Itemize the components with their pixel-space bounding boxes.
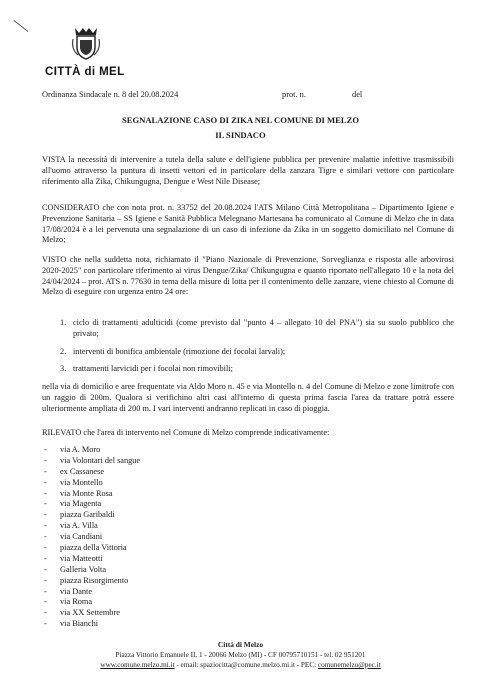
street-name: piazza Risorgimento: [60, 575, 129, 585]
list-item: - piazza Garibaldi: [44, 510, 115, 520]
street-name: via A. Moro: [60, 445, 101, 454]
list-item: - via Candiani: [44, 532, 103, 542]
list-item: - via Dante: [44, 586, 93, 596]
item-text: interventi di bonifica ambientale (rimozione dei focolai larvali);: [73, 347, 286, 356]
street-name: via Montello: [60, 477, 103, 487]
street-name: piazza della Vittoria: [60, 543, 127, 553]
list-item: - ex Cassanese: [44, 466, 105, 476]
street-list: [44, 445, 140, 630]
item-number: 3.: [60, 364, 67, 373]
item-text: ciclo di trattamenti adulticidi (come previsto dal "punto 4 – allegato 10 del PNA") sia su suolo pubblico che privato;: [73, 318, 454, 338]
street-name: via Matteotti: [60, 553, 103, 563]
paragraph-nella: nella via di domicilio e aree frequentate via Aldo Moro n. 45 e via Montello n. 4 del Comune di Melzo e zone limitrofe con un raggio di 200m. Qualora si verifichino altri casi all'interno di questa prima fascia l'area da trattare potrà essere ulteriormente ampliata di 200 m. I vari interventi andranno replicati in caso di pioggia.: [42, 382, 454, 413]
city-crest-icon: [69, 25, 103, 61]
list-item: - via Montello: [44, 477, 103, 487]
city-name: CITTÀ di MEL: [45, 66, 125, 78]
item-number: 1.: [60, 318, 67, 327]
list-item: - piazza della Vittoria: [44, 543, 127, 553]
email-text: - email: spaziocitta@comune.melzo.mi.it - PEC:: [174, 661, 318, 669]
mayor-heading: IL SINDACO: [215, 130, 266, 140]
street-name: via Roma: [60, 597, 93, 607]
del-label: del: [352, 90, 363, 99]
website-link[interactable]: www.comune.melzo.mi.it: [100, 661, 175, 669]
footer-contacts: [0, 661, 481, 669]
ordinance-reference: Ordinanza Sindacale n. 8 del 20.08.2024: [42, 90, 179, 99]
pec-link[interactable]: comunemelzo@pec.it: [317, 661, 381, 669]
list-item: - via Volontari del sangue: [44, 455, 141, 465]
paragraph-visto: VISTO che nella suddetta nota, richiamato il "Piano Nazionale di Prevenzione, Sorveglianza e risposta alle arbovirosi 2020-2025" con particolare riferimento ai virus Dengue/Zika/ Chikungugna e quanto riportato nell'allegato 10 e la nota del 24/04/2024 – prot. ATS n. 77630 in tema della misure di lotta per il contenimento delle zanzare, viene chiesto al Comune di Melzo di eseguire con urgenza entro 24 ore:: [42, 255, 454, 297]
street-name: ex Cassanese: [60, 466, 105, 476]
list-item: - Galleria Volta: [44, 564, 107, 574]
paragraph-vista: VISTA la necessità di intervenire a tutela della salute e dell'igiene pubblica per prevenire malattie infettive trasmissibili all'uomo attraverso la puntura di insetti vettori ed in particolare della zanzara Tigre e similari vettore con particolare riferimento alla Zika, Chikungugna, Dengue e West Nile Disease;: [42, 155, 454, 186]
list-item: - via A. Moro: [44, 445, 101, 454]
footer-org: Città di Melzo: [217, 640, 264, 649]
list-item: - via Matteotti: [44, 553, 103, 563]
list-item: - piazza Risorgimento: [44, 575, 129, 585]
street-name: piazza Garibaldi: [60, 510, 115, 520]
street-name: via Dante: [60, 586, 93, 596]
list-item: - via Roma: [44, 597, 93, 607]
street-name: via Bianchi: [60, 619, 99, 629]
street-name: via Volontari del sangue: [60, 455, 141, 465]
document-title: SEGNALAZIONE CASO DI ZIKA NEL COMUNE DI MELZO: [121, 115, 360, 125]
street-name: via Candiani: [60, 532, 103, 542]
list-item: - via A. Villa: [44, 521, 98, 531]
numbered-item: [60, 364, 454, 375]
scan-mark: [14, 20, 29, 32]
street-name: via XX Settembre: [60, 608, 120, 618]
list-item: - via Monte Rosa: [44, 488, 113, 498]
prot-label: prot. n.: [282, 90, 306, 99]
list-item: - via Magenta: [44, 499, 102, 509]
street-name: Galleria Volta: [60, 564, 107, 574]
item-text: trattamenti larvicidi per i focolai non rimovibili;: [73, 364, 233, 373]
item-number: 2.: [60, 347, 67, 356]
paragraph-considerato: CONSIDERATO che con nota prot. n. 33752 del 20.08.2024 l'ATS Milano Città Metropolitana – Dipartimento Igiene e Prevenzione Sanitaria – SS Igiene e Sanità Pubblica Melegnano Martesana ha comunicato al Comune di Melzo che in data 17/08/2024 è a lei pervenuta una segnalazione di un caso di infezione da Zika in un soggetto domiciliato nel Comune di Melzo;: [42, 203, 454, 245]
paragraph-rilevato: RILEVATO che l'area di intervento nel Comune di Melzo comprende indicativamente:: [42, 428, 330, 437]
numbered-item: [60, 318, 454, 340]
footer-address: Piazza Vittorio Emanuele II, 1 - 20066 Melzo (MI) - CF 00795710151 - tel. 02 951201: [115, 651, 366, 659]
street-name: via Monte Rosa: [60, 488, 113, 498]
numbered-item: [60, 347, 454, 358]
list-item: - via XX Settembre: [44, 608, 120, 618]
street-name: via Magenta: [60, 499, 102, 509]
list-item: - via Bianchi: [44, 619, 99, 629]
street-name: via A. Villa: [60, 521, 98, 531]
